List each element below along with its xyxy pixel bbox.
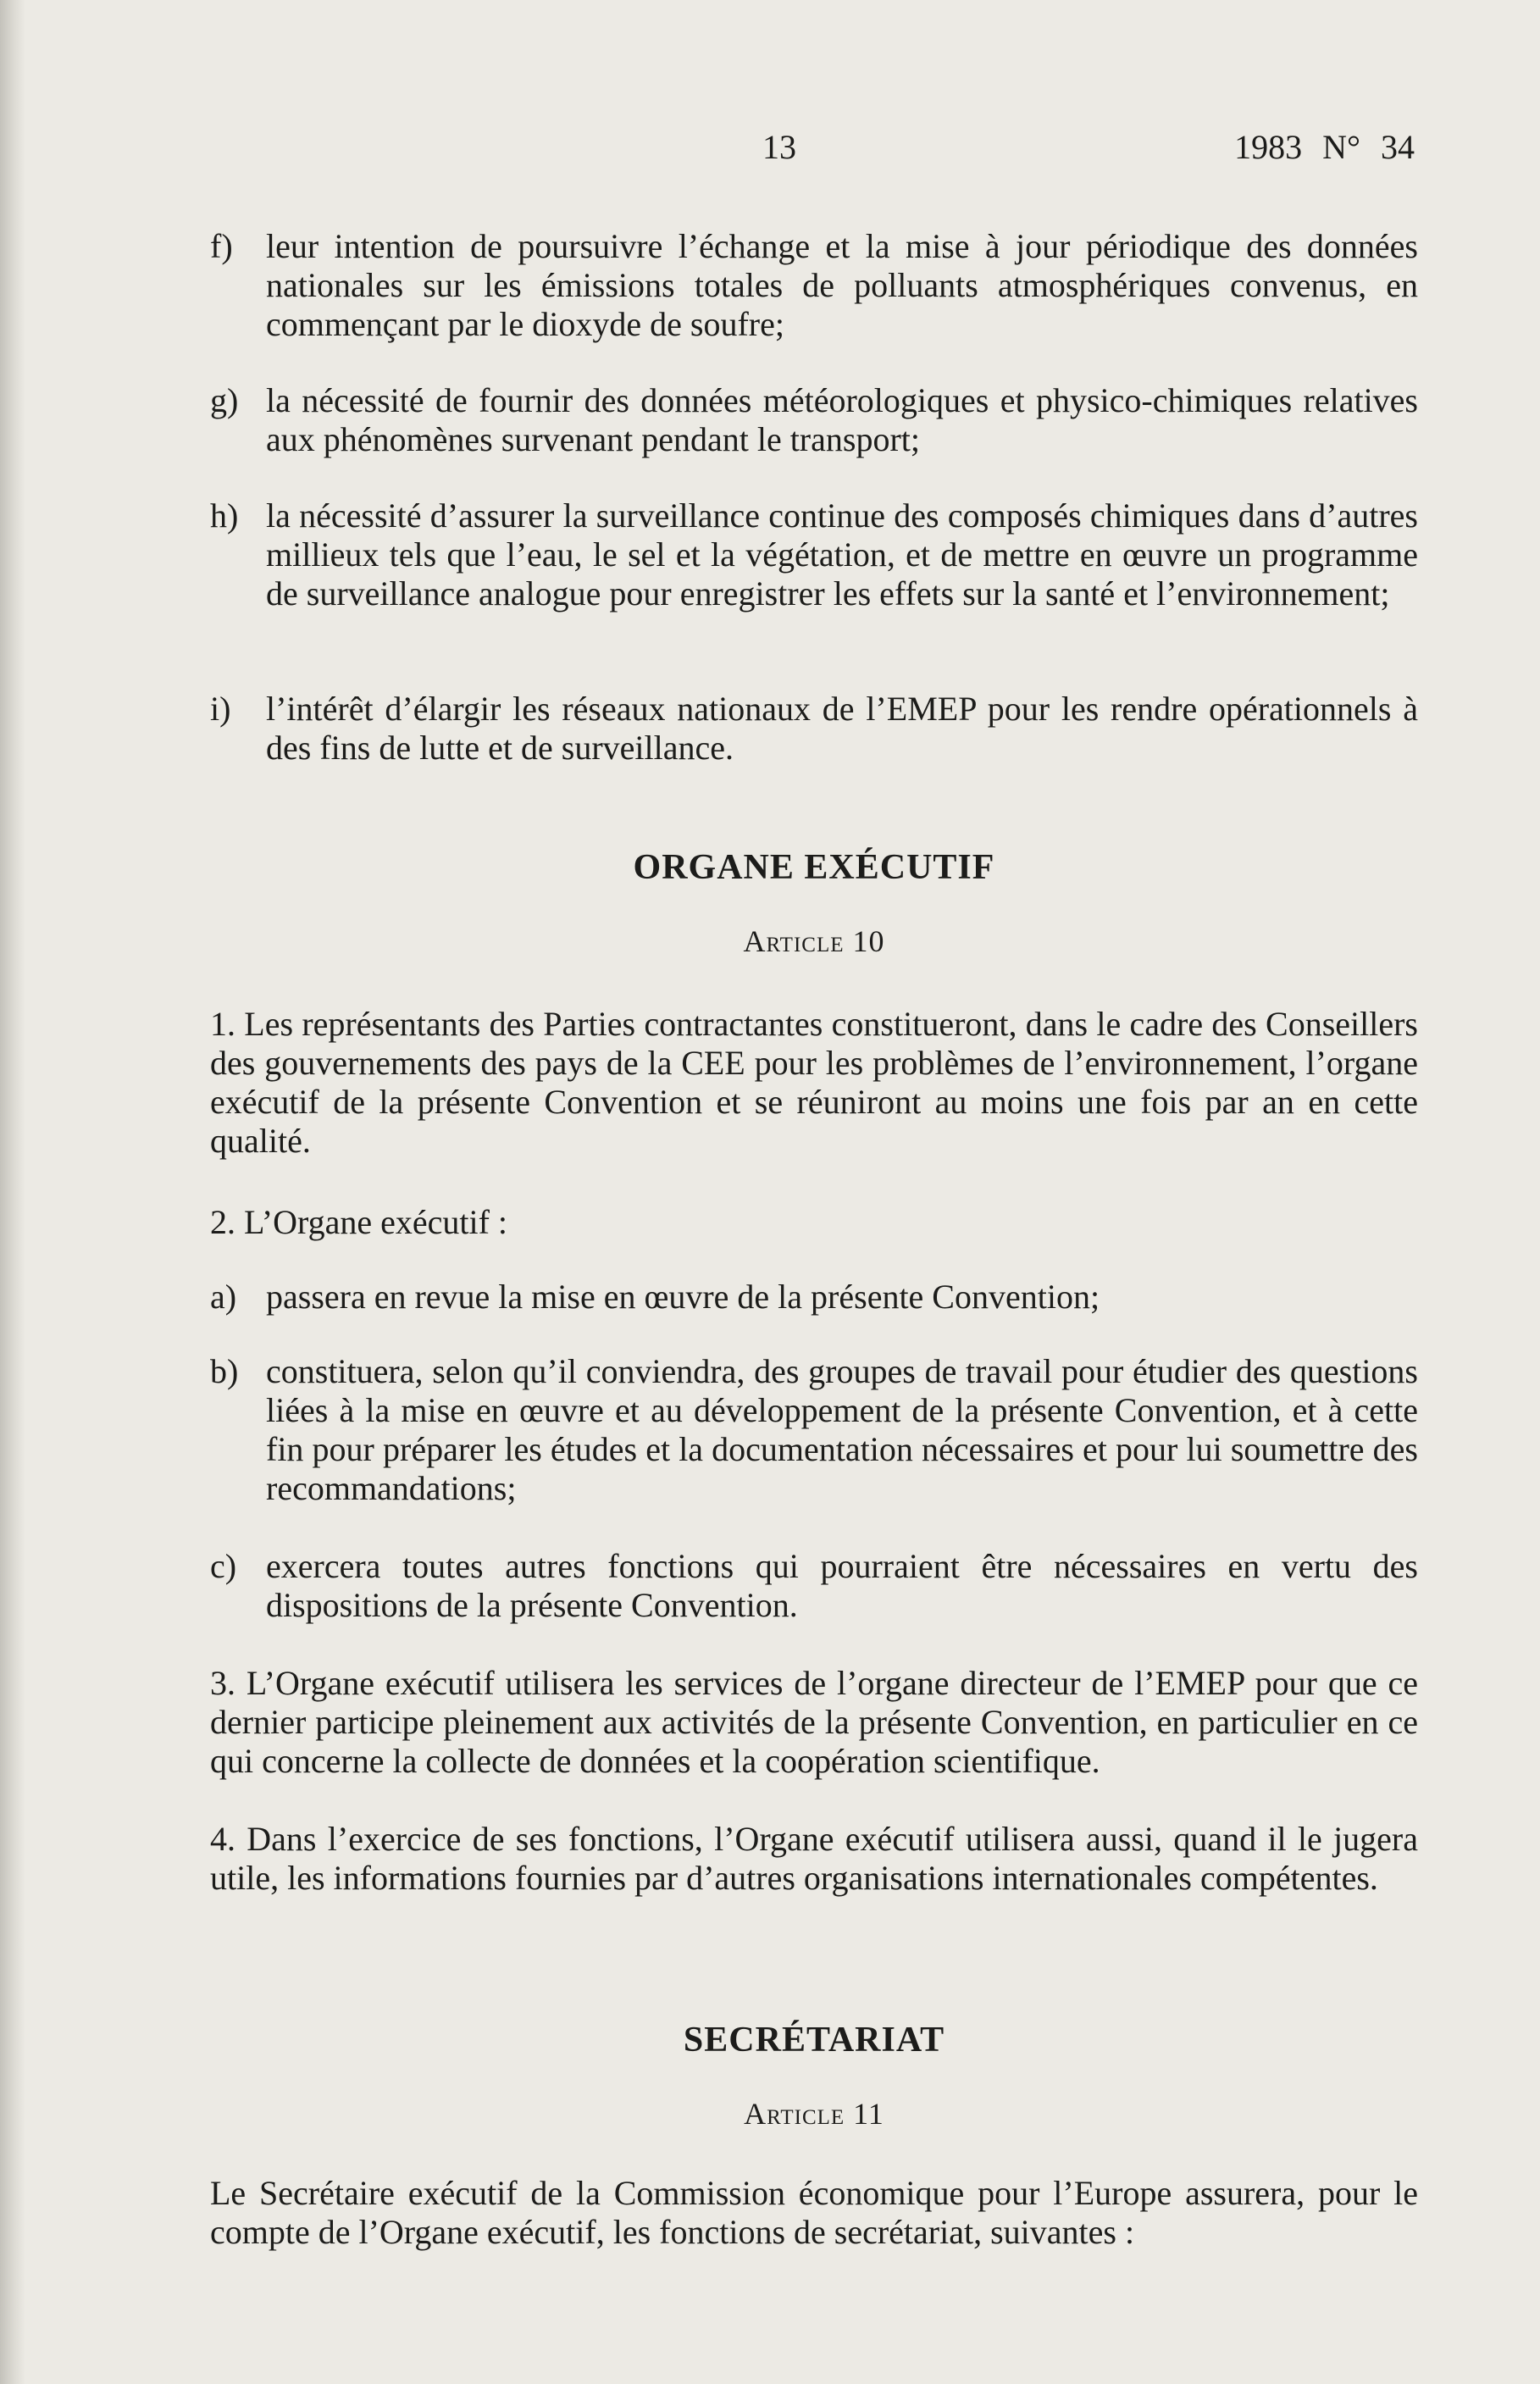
section-title-executive: ORGANE EXÉCUTIF: [633, 848, 995, 887]
list-item-label: g): [210, 381, 239, 419]
paragraph-3: 3. L’Organe exécutif utilisera les services de l’organe directeur de l’EMEP pour que ce dernier participe pleinement aux activités de la présente Convention, en particulier en ce qui concerne la collecte de données et la coopération scientifique.: [210, 1664, 1418, 1780]
list-item-text: constituera, selon qu’il conviendra, des groupes de travail pour étudier des questions liées à la mise en œuvre et au développement de la présente Convention, et à cette fin pour préparer les études et la documentation nécessaires et pour lui soumettre des recommandations;: [266, 1352, 1418, 1507]
list-item-g: [210, 381, 1418, 459]
list-item-text: la nécessité de fournir des données météorologiques et physico-chimiques relatives aux phénomènes survenant pendant le transport;: [266, 381, 1418, 458]
list-item-label: c): [210, 1547, 237, 1585]
paragraph-4: 4. Dans l’exercice de ses fonctions, l’Organe exécutif utilisera aussi, quand il le jugera utile, les informations fournies par d’autres organisations internationales compétentes.: [210, 1820, 1418, 1897]
article-heading-11: Article 11: [744, 2097, 884, 2131]
paragraph-2-intro: 2. L’Organe exécutif :: [210, 1203, 507, 1241]
list-item-label: b): [210, 1352, 239, 1390]
list-item-label: a): [210, 1278, 237, 1316]
list-item-b: [210, 1352, 1418, 1508]
list-item-text: la nécessité d’assurer la surveillance continue des composés chimiques dans d’autres millieux tels que l’eau, le sel et la végétation, et de mettre en œuvre un programme de surveillance analogue pour enregistrer les effets sur la santé et l’environnement;: [266, 496, 1418, 613]
list-item-label: f): [210, 227, 233, 265]
paragraph-secretariat: Le Secrétaire exécutif de la Commission économique pour l’Europe assurera, pour le compte de l’Organe exécutif, les fonctions de secrétariat, suivantes :: [210, 2174, 1418, 2251]
list-item-label: h): [210, 496, 239, 535]
list-item-c: [210, 1547, 1418, 1625]
page-number: 13: [762, 128, 796, 166]
list-item-text: leur intention de poursuivre l’échange et la mise à jour périodique des données nationales sur les émissions totales de polluants atmosphériques convenus, en commençant par le dioxyde de soufre;: [266, 227, 1418, 343]
list-item-text: exercera toutes autres fonctions qui pourraient être nécessaires en vertu des dispositions de la présente Convention.: [266, 1547, 1418, 1624]
list-item-text: l’intérêt d’élargir les réseaux nationaux de l’EMEP pour les rendre opérationnels à des fins de lutte et de surveillance.: [266, 690, 1418, 767]
section-title-secretariat: SECRÉTARIAT: [683, 2021, 945, 2060]
list-item-h: [210, 496, 1418, 613]
list-item-f: [210, 227, 1418, 344]
paragraph-1: 1. Les représentants des Parties contractantes constitueront, dans le cadre des Conseillers des gouvernements des pays de la CEE pour les problèmes de l’environnement, l’organe exécutif de la présente Convention et se réuniront au moins une fois par an en cette qualité.: [210, 1005, 1418, 1160]
list-item-a: [210, 1278, 1418, 1317]
page-binding-shadow: [0, 0, 25, 2384]
list-item-i: [210, 690, 1418, 768]
issue-reference: 1983 N° 34: [1234, 128, 1415, 166]
list-item-label: i): [210, 690, 231, 728]
list-item-text: passera en revue la mise en œuvre de la présente Convention;: [266, 1278, 1100, 1316]
article-heading-10: Article 10: [743, 924, 885, 958]
